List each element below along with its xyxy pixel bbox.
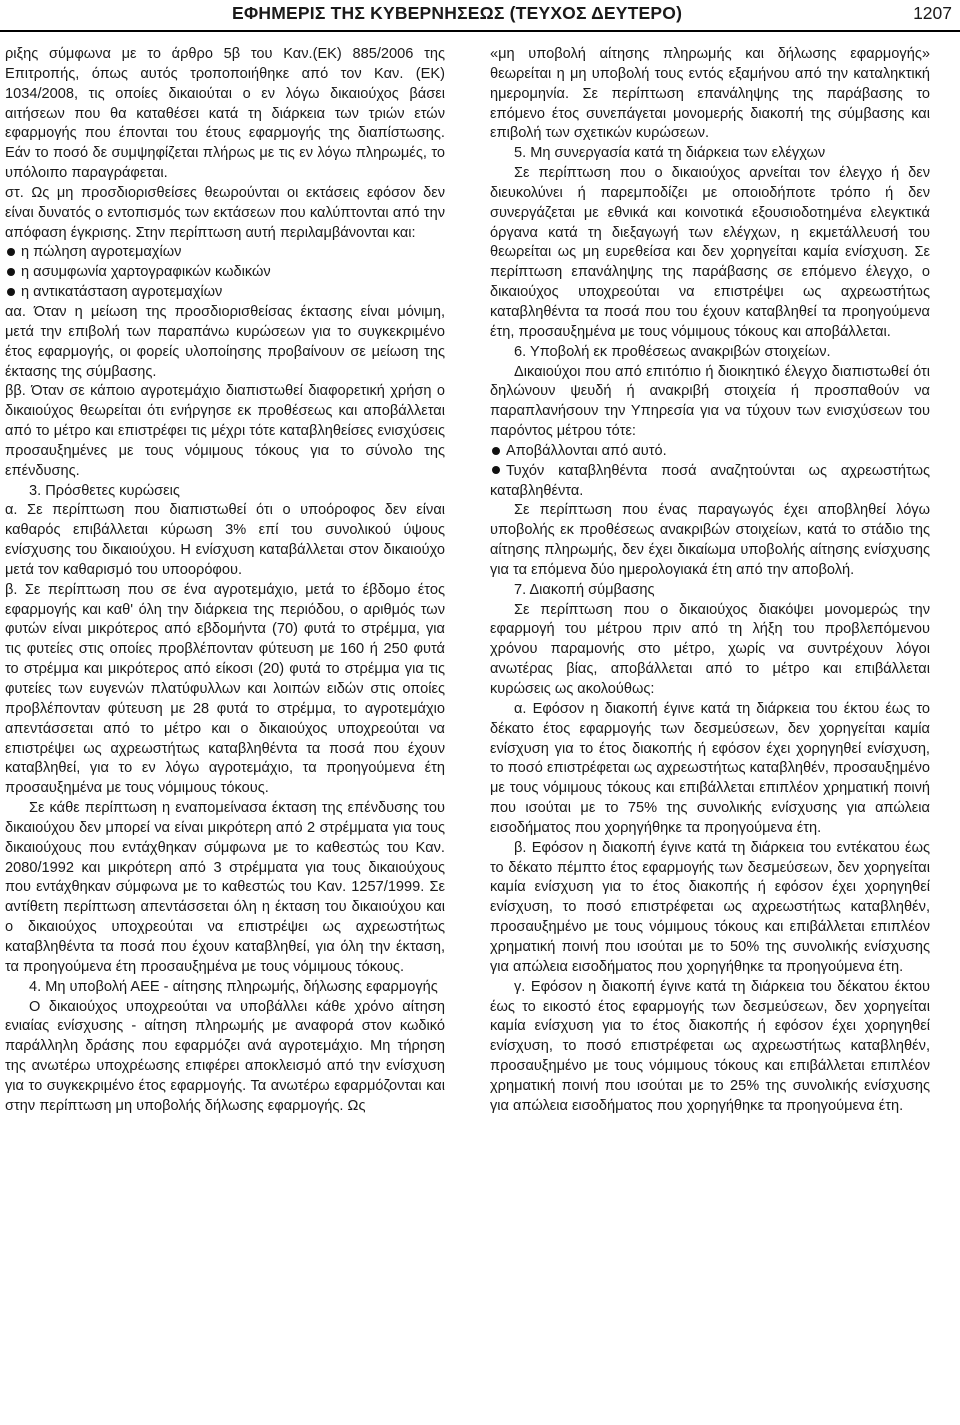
paragraph (490, 501, 930, 580)
bullet-item (5, 283, 445, 303)
paragraph-text: 7. Διακοπή σύμβασης (514, 581, 655, 598)
bullet-icon (7, 288, 15, 296)
paragraph-text: β. Σε περίπτωση που σε ένα αγροτεμάχιο, μετά το έβδομο έτος εφαρμογής και καθ' όλη την διάρκεια της περιόδου, ο αριθμός των φυτών είναι μικρότερος από εβδομήντα (70) φυτά το στρέμμα, για τις φυτείες στις οποίες προβλέπονταν φύτευση με 160 ή 250 φυτά το στρέμμα και μικρότερος από είκοσι (20) φυτά το στρέμμα για τις φυτείες των ευγενών πλατύφυλλων και λοιπών ειδών στις οποίες προβλέπονταν φύτευση με 28 φυτά το στρέμμα, το αγροτεμάχιο απεντάσσεται από το μέτρο και ο δικαιούχος υποχρεούται να επιστρέψει ως αχρεωστήτως καταβληθέντα τα ποσά που έχουν καταβληθεί, για το εν λόγω αγροτεμάχιο, τα προηγούμενα έτη προσαυξημένα με τους νόμιμους τόκους. (5, 581, 445, 797)
bullet-icon (7, 268, 15, 276)
paragraph (490, 700, 930, 839)
paragraph (5, 382, 445, 481)
paragraph (5, 184, 445, 244)
paragraph (5, 482, 445, 502)
paragraph-text: η αντικατάσταση αγροτεμαχίων (21, 284, 223, 301)
page-number: 1207 (913, 3, 952, 23)
paragraph-text: Τυχόν καταβληθέντα ποσά αναζητούνται ως αχρεωστήτως καταβληθέντα. (490, 462, 930, 499)
bullet-item (5, 263, 445, 283)
paragraph (5, 581, 445, 799)
paragraph (490, 601, 930, 700)
paragraph (5, 303, 445, 382)
paragraph-text: Ο δικαιούχος υποχρεούται να υποβάλλει κάθε χρόνο αίτηση ενιαίας ενίσχυσης - αίτηση πληρωμής με αναφορά στον κωδικό παράλληλη δράσης που εφαρμόζει ανά αγροτεμάχιο. Μη τήρηση της ανωτέρω υποχρέωσης επιφέρει αποκλεισμό από την ενίσχυση για το συγκεκριμένο έτος εφαρμογής. Τα ανωτέρω εφαρμόζονται και στην περίπτωση μη υποβολής δήλωσης εφαρμογής. Ως (5, 998, 445, 1114)
paragraph-text: Δικαιούχοι που από επιτόπιο ή διοικητικό έλεγχο διαπιστωθεί ότι δηλώνουν ψευδή ή ανακριβή στοιχεία ή προσπαθούν να παραπλανήσουν την Υπηρεσία για να τύχουν των ενισχύσεων του παρόντος μέτρου τότε: (490, 363, 930, 440)
left-column (5, 45, 445, 1117)
paragraph-text: 4. Μη υποβολή ΑΕΕ - αίτησης πληρωμής, δήλωσης εφαρμογής (29, 978, 438, 995)
paragraph-text: «μη υποβολή αίτησης πληρωμής και δήλωσης εφαρμογής» θεωρείται η μη υποβολή τους εντός εξαμήνου από την καταληκτική ημερομηνία. Σε περίπτωση επανάληψης της παράβασης το επόμενο έτος συνεπάγεται μονομερής διακοπή της σύμβασης και επιβολή των σχετικών κυρώσεων. (490, 46, 930, 142)
paragraph (490, 45, 930, 144)
bullet-item (490, 442, 930, 462)
bullet-icon (492, 466, 500, 474)
paragraph (490, 978, 930, 1117)
paragraph-text: α. Εφόσον η διακοπή έγινε κατά τη διάρκεια του έκτου έως το δέκατο έτος εφαρμογής των δεσμεύσεων, δεν χορηγείται καμία ενίσχυση για το έτος διακοπής ή εφόσον έχει χορηγηθεί ενίσχυση, το ποσό επιστρέφεται ως αχρεωστήτως καταβληθέν, προσαυξημένο με τους νόμιμους τόκους και επιβάλλεται επιπλέον χρηματική ποινή που ισούται με το 75% της συνολικής ενίσχυσης για απώλεια εισοδήματος που χορηγήθηκε τα προηγούμενα έτη. (490, 700, 930, 836)
right-column (490, 45, 930, 1117)
paragraph (5, 799, 445, 978)
paragraph-text: ββ. Όταν σε κάποιο αγροτεμάχιο διαπιστωθεί διαφορετική χρήση ο δικαιούχος θεωρείται ότι ενήργησε εκ προθέσεως και αποβάλλεται από το μέτρο και επιστρέφει τις μέχρι τότε καταβληθείσες ενισχύσεις προσαυξημένες με τους νόμιμους τόκους για το σύνολο της επένδυσης. (5, 383, 445, 479)
paragraph-text: στ. Ως μη προσδιορισθείσες θεωρούνται οι εκτάσεις εφόσον δεν είναι δυνατός ο εντοπισμός των εκτάσεων που καλύπτονται από την απόφαση έγκρισης. Στην περίπτωση αυτή περιλαμβάνονται και: (5, 184, 445, 241)
paragraph-text: ριξης σύμφωνα με το άρθρο 5β του Καν.(ΕΚ) 885/2006 της Επιτροπής, όπως αυτός τροποποιήθηκε από τον Καν. (ΕΚ) 1034/2008, τις οποίες δικαιούται ο εν λόγω δικαιούχος βάσει αιτήσεων που θα καταθέσει κατά τη διάρκεια των τριών ετών εφαρμογής που έπονται του έτους εφαρμογής της διαπίστωσης. Εάν το ποσό δε συμψηφίζεται πλήρως με τις εν λόγω πληρωμές, το υπόλοιπο παραγράφεται. (5, 46, 445, 182)
paragraph-text: β. Εφόσον η διακοπή έγινε κατά τη διάρκεια του εντέκατου έως το δέκατο πέμπτο έτος εφαρμογής των δεσμεύσεων, δεν χορηγείται καμία ενίσχυση για το έτος διακοπής ή εφόσον έχει χορηγηθεί ενίσχυση, το ποσό επιστρέφεται ως αχρεωστήτως καταβληθέν, προσαυξημένο με τους νόμιμους τόκους και επιβάλλεται επιπλέον χρηματική ποινή που ισούται με το 50% της συνολικής ενίσχυσης για απώλεια εισοδήματος που χορηγήθηκε τα προηγούμενα έτη. (490, 839, 930, 975)
paragraph (5, 45, 445, 184)
bullet-icon (492, 447, 500, 455)
paragraph-text: Σε περίπτωση που ένας παραγωγός έχει αποβληθεί λόγω υποβολής εκ προθέσεως ανακριβών στοιχείων, κατά το στάδιο της αίτησης πληρωμής, δεν έχει δικαίωμα υποβολής αίτησης ενίσχυσης για τα επόμενα δύο ημερολογιακά έτη από την αποβολή. (490, 502, 930, 578)
bullet-item (490, 462, 930, 502)
paragraph-text: 3. Πρόσθετες κυρώσεις (29, 482, 180, 499)
paragraph (490, 164, 930, 343)
paragraph (490, 363, 930, 442)
paragraph-text: 6. Υποβολή εκ προθέσεως ανακριβών στοιχείων. (514, 343, 831, 360)
paragraph-text: αα. Όταν η μείωση της προσδιορισθείσας έκτασης είναι μόνιμη, μετά την επιβολή των παραπάνω κυρώσεων για το συγκεκριμένο έτος εφαρμογής, οι φορείς υλοποίησης προβαίνουν σε μείωση της έκτασης της σύμβασης. (5, 303, 445, 380)
page-header (0, 0, 960, 34)
header-divider (0, 30, 960, 32)
paragraph-text: Σε κάθε περίπτωση η εναπομείνασα έκταση της επένδυσης του δικαιούχου δεν μπορεί να είναι μικρότερη από 2 στρέμματα για τους δικαιούχους που εντάχθηκαν σύμφωνα με το καθεστώς του Καν. 2080/1992 και μικρότερη από 3 στρέμματα για τους δικαιούχους που εντάχθηκαν σύμφωνα με το καθεστώς του Καν. 1257/1999. Σε αντίθετη περίπτωση απεντάσσεται όλη η έκταση του δικαιούχου και ο δικαιούχος υποχρεούται να επιστρέψει ως αχρεωστήτως καταβληθέντα τα ποσά που έχουν καταβληθεί, για όλη την έκταση, τα προηγούμενα έτη προσαυξημένα με τους νόμιμους τόκους. (5, 800, 445, 975)
paragraph-text: Σε περίπτωση που ο δικαιούχος αρνείται τον έλεγχο ή δεν διευκολύνει ή παρεμποδίζει με οποιοδήποτε τρόπο ή δεν συνεργάζεται με εθνικά και κοινοτικά εξουσιοδοτημένα ελεγκτικά όργανα κατά τη διεξαγωγή των ελέγχων, η εκμετάλλευσή του θεωρείται ως μη ευρεθείσα και δεν χορηγείται καμία ενίσχυση. Σε περίπτωση επανάληψης της παράβασης σε επόμενο έλεγχο, ο δικαιούχος υποχρεούται να επιστρέψει ως αχρεωστήτως καταβληθέντα τα ποσά που του έχουν καταβληθεί τα προηγούμενα έτη, προσαυξημένα με τους νόμιμους τόκους και αποβάλλεται. (490, 165, 930, 340)
paragraph-text: γ. Εφόσον η διακοπή έγινε κατά τη διάρκεια του δέκατου έκτου έως το εικοστό έτος εφαρμογής των δεσμεύσεων, δεν χορηγείται καμία ενίσχυση για το έτος διακοπής ή εφόσον έχει χορηγηθεί ενίσχυση, το ποσό επιστρέφεται ως αχρεωστήτως καταβληθέν, προσαυξημένο με τους νόμιμους τόκους και επιβάλλεται επιπλέον χρηματική ποινή που ισούται με το 25% της συνολικής ενίσχυσης για απώλεια εισοδήματος που χορηγήθηκε τα προηγούμενα έτη. (490, 978, 930, 1114)
paragraph-text: 5. Μη συνεργασία κατά τη διάρκεια των ελέγχων (514, 145, 826, 162)
paragraph (490, 839, 930, 978)
paragraph (5, 998, 445, 1117)
bullet-item (5, 243, 445, 263)
paragraph (5, 501, 445, 580)
paragraph-text: Σε περίπτωση που ο δικαιούχος διακόψει μονομερώς την εφαρμογή του μέτρου πριν από τη λήξη του προβλεπόμενου χρόνου παραμονής στο μέτρο, χωρίς να συντρέχουν λόγοι ανωτέρας βίας, αποβάλλεται από το μέτρο και επιβάλλεται κυρώσεις ως ακολούθως: (490, 601, 930, 697)
paragraph (490, 343, 930, 363)
paragraph-text: Αποβάλλονται από αυτό. (506, 442, 667, 459)
paragraph-text: η πώληση αγροτεμαχίων (21, 244, 182, 261)
paragraph (5, 978, 445, 998)
gazette-title: ΕΦΗΜΕΡΙΣ ΤΗΣ ΚΥΒΕΡΝΗΣΕΩΣ (ΤΕΥΧΟΣ ΔΕΥΤΕΡΟ) (232, 3, 683, 23)
paragraph (490, 144, 930, 164)
paragraph-text: α. Σε περίπτωση που διαπιστωθεί ότι ο υποόροφος δεν είναι καθαρός επιβάλλεται κύρωση 3% επί του συνολικού ύψους ενίσχυσης του δικαιούχου. Η ενίσχυση καταβάλλεται στον δικαιούχο μετά τον καθαρισμό του υποορόφου. (5, 502, 445, 578)
bullet-icon (7, 248, 15, 256)
paragraph (490, 581, 930, 601)
paragraph-text: η ασυμφωνία χαρτογραφικών κωδικών (21, 264, 271, 281)
